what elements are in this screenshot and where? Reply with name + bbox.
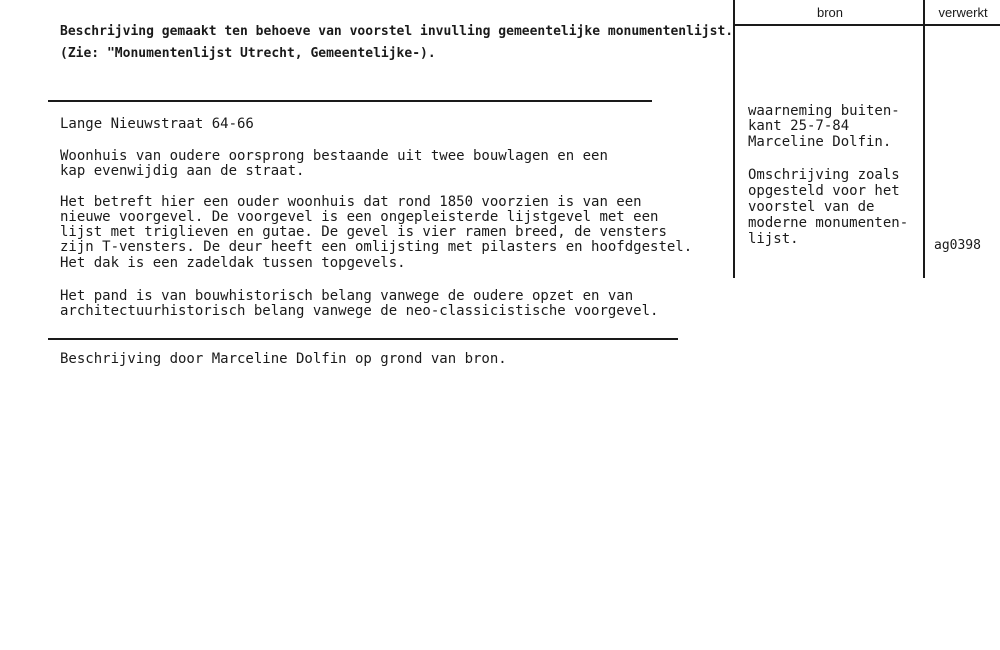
source-note-1-line-2: kant 25-7-84 [748,118,850,134]
paragraph-1-line-2: kap evenwijdig aan de straat. [60,163,305,179]
address-heading: Lange Nieuwstraat 64-66 [60,116,254,132]
paragraph-3-line-2: architectuurhistorisch belang vanwege de neo-classicistische voorgevel. [60,303,659,319]
header-divider-rule [48,100,652,102]
source-note-2-line-1: Omschrijving zoals [748,167,900,183]
source-note-1-line-3: Marceline Dolfin. [748,134,892,150]
bron-column-right-rule [923,0,925,278]
header-line-1: Beschrijving gemaakt ten behoeve van voorstel invulling gemeentelijke monumentenlijst. [60,24,734,39]
bron-column-header: bron [816,5,844,20]
paragraph-1-line-1: Woonhuis van oudere oorsprong bestaande uit twee bouwlagen en een [60,148,608,164]
paragraph-2-line-2: nieuwe voorgevel. De voorgevel is een ongepleisterde lijstgevel met een [60,209,659,225]
footer-note: Beschrijving door Marceline Dolfin op grond van bron. [60,351,507,367]
verwerkt-code: ag0398 [934,238,981,253]
paragraph-2-line-5: Het dak is een zadeldak tussen topgevels. [60,255,406,271]
column-header-rule [733,24,1000,26]
footer-divider-rule [48,338,678,340]
paragraph-2-line-3: lijst met triglieven en gutae. De gevel is vier ramen breed, de vensters [60,224,667,240]
paragraph-3-line-1: Het pand is van bouwhistorisch belang vanwege de oudere opzet en van [60,288,634,304]
source-note-2-line-5: lijst. [748,231,799,247]
bron-column-left-rule [733,0,735,278]
source-note-1-line-1: waarneming buiten- [748,103,900,119]
paragraph-2-line-4: zijn T-vensters. De deur heeft een omlijsting met pilasters en hoofdgestel. [60,239,693,255]
header-line-2: (Zie: "Monumentenlijst Utrecht, Gemeentelijke-). [60,46,436,61]
source-note-2-line-4: moderne monumenten- [748,215,909,231]
source-note-2-line-2: opgesteld voor het [748,183,900,199]
verwerkt-column-header: verwerkt [938,5,988,20]
paragraph-2-line-1: Het betreft hier een ouder woonhuis dat rond 1850 voorzien is van een [60,194,642,210]
source-note-2-line-3: voorstel van de [748,199,875,215]
